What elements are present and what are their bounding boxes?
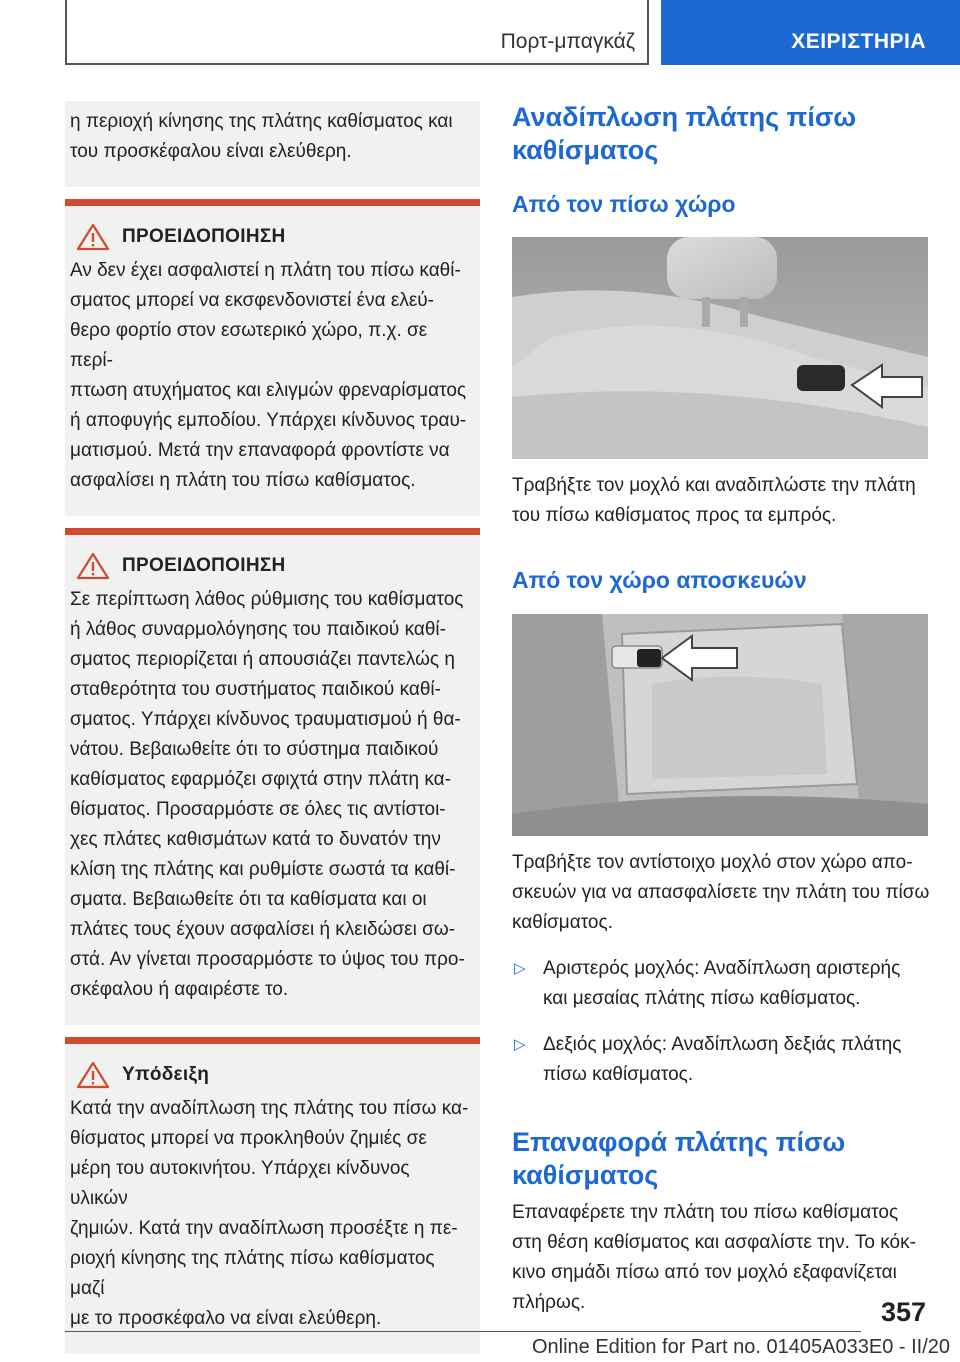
warning-triangle-icon xyxy=(76,552,110,580)
paragraph-from-rear: Τραβήξτε τον μοχλό και αναδιπλώστε την πλάτη του πίσω καθίσματος προς τα εμπρός. xyxy=(512,475,916,526)
paragraph-from-luggage: Τραβήξτε τον αντίστοιχο μοχλό στον χώρο απο- σκευών για να απασφαλίσετε την πλάτη του πίσω καθίσματος. xyxy=(512,852,930,933)
heading-fold-backrest: Αναδίπλωση πλάτης πίσω καθίσματος xyxy=(512,102,857,165)
header-chapter-tab[interactable]: ΧΕΙΡΙΣΤΗΡΙΑ xyxy=(661,0,960,65)
footer-divider xyxy=(65,1331,861,1332)
list-item-right-lever: ▷ Δεξιός μοχλός: Αναδίπλωση δεξιάς πλάτης πίσω καθίσματος. xyxy=(512,1030,932,1090)
notice-box-damage: Υπόδειξη Κατά την αναδίπλωση της πλάτης του πίσω κα- θίσματος μπορεί να προκληθούν ζημιές σε μέρη του αυτοκινήτου. Υπάρχει κίνδυνος υλικών ζημιών. Κατά την αναδίπλωση προσέξτε η πε- ριοχή κίνησης της πλάτης πίσω καθίσματος μαζί με το προσκέφαλο να είναι ελεύθερη. xyxy=(65,1037,480,1354)
warning-triangle-icon xyxy=(76,223,110,251)
heading-restore-backrest: Επαναφορά πλάτης πίσω καθίσματος xyxy=(512,1127,846,1190)
right-column xyxy=(512,101,932,1318)
paragraph-restore: Επαναφέρετε την πλάτη του πίσω καθίσματος στη θέση καθίσματος και ασφαλίστε την. Το κόκ- κινο σημάδι πίσω από τον μοχλό εξαφανίζεται πλήρως. xyxy=(512,1202,916,1313)
subheading-from-rear: Από τον πίσω χώρο xyxy=(512,191,736,217)
lever-options-list xyxy=(512,954,932,1090)
subheading-from-luggage: Από τον χώρο αποσκευών xyxy=(512,567,807,593)
continuation-note: η περιοχή κίνησης της πλάτης καθίσματος και του προσκέφαλου είναι ελεύθερη. xyxy=(65,101,480,187)
photo-rear-seat-lever xyxy=(512,237,928,459)
left-column xyxy=(65,101,480,1354)
notice-triangle-icon xyxy=(76,1061,110,1089)
bullet-triangle-icon: ▷ xyxy=(514,960,526,977)
warning-box-unsecured-backrest: ΠΡΟΕΙΔΟΠΟΙΗΣΗ Αν δεν έχει ασφαλιστεί η πλάτη του πίσω καθί- σματος μπορεί να εκσφενδονιστεί ένα ελεύ- θερο φορτίο στον εσωτερικό χώρο, π.χ. σε περί- πτωση ατυχήματος και ελιγμών φρεναρίσματος ή αποφυγής εμποδίου. Υπάρχει κίνδυνος τραυ- ματισμού. Μετά την επαναφορά φροντίστε να ασφαλίσει η πλάτη του πίσω καθίσματος. xyxy=(65,199,480,516)
footer-edition-link[interactable]: Online Edition for Part no. 01405A033E0 - II/20 xyxy=(531,1336,950,1358)
warning-box-child-seat: ΠΡΟΕΙΔΟΠΟΙΗΣΗ Σε περίπτωση λάθος ρύθμισης του καθίσματος ή λάθος συναρμολόγησης του παιδικού καθί- σματος περιορίζεται ή απουσιάζει παντελώς η σταθερότητα του συστήματος παιδικού καθί- σματος. Υπάρχει κίνδυνος τραυματισμού ή θα- νάτου. Βεβαιωθείτε ότι το σύστημα παιδικού καθίσματος εφαρμόζει σφιχτά στην πλάτη κα- θίσματος. Προσαρμόστε σε όλες τις αντίστοι- χες πλάτες καθισμάτων κατά το δυνατόν την κλίση της πλάτης και ρυθμίστε σωστά τα καθί- σματα. Βεβαιωθείτε ότι τα καθίσματα και οι πλάτες τους έχουν ασφαλίσει ή κλειδώσει σω- στά. Αν γίνεται προσαρμόστε το ύψος του προ- σκέφαλου ή αφαιρέστε το. xyxy=(65,528,480,1025)
warning-title: ΠΡΟΕΙΔΟΠΟΙΗΣΗ xyxy=(122,226,286,247)
list-item-left-lever: ▷ Αριστερός μοχλός: Αναδίπλωση αριστερής και μεσαίας πλάτης πίσω καθίσματος. xyxy=(512,954,932,1014)
warning-title: ΠΡΟΕΙΔΟΠΟΙΗΣΗ xyxy=(122,555,286,576)
bullet-triangle-icon: ▷ xyxy=(514,1036,526,1053)
photo-luggage-lever xyxy=(512,614,928,836)
page-number: 357 xyxy=(880,1297,926,1327)
header-section-title: Πορτ-μπαγκάζ xyxy=(65,0,649,65)
notice-title: Υπόδειξη xyxy=(122,1064,210,1085)
